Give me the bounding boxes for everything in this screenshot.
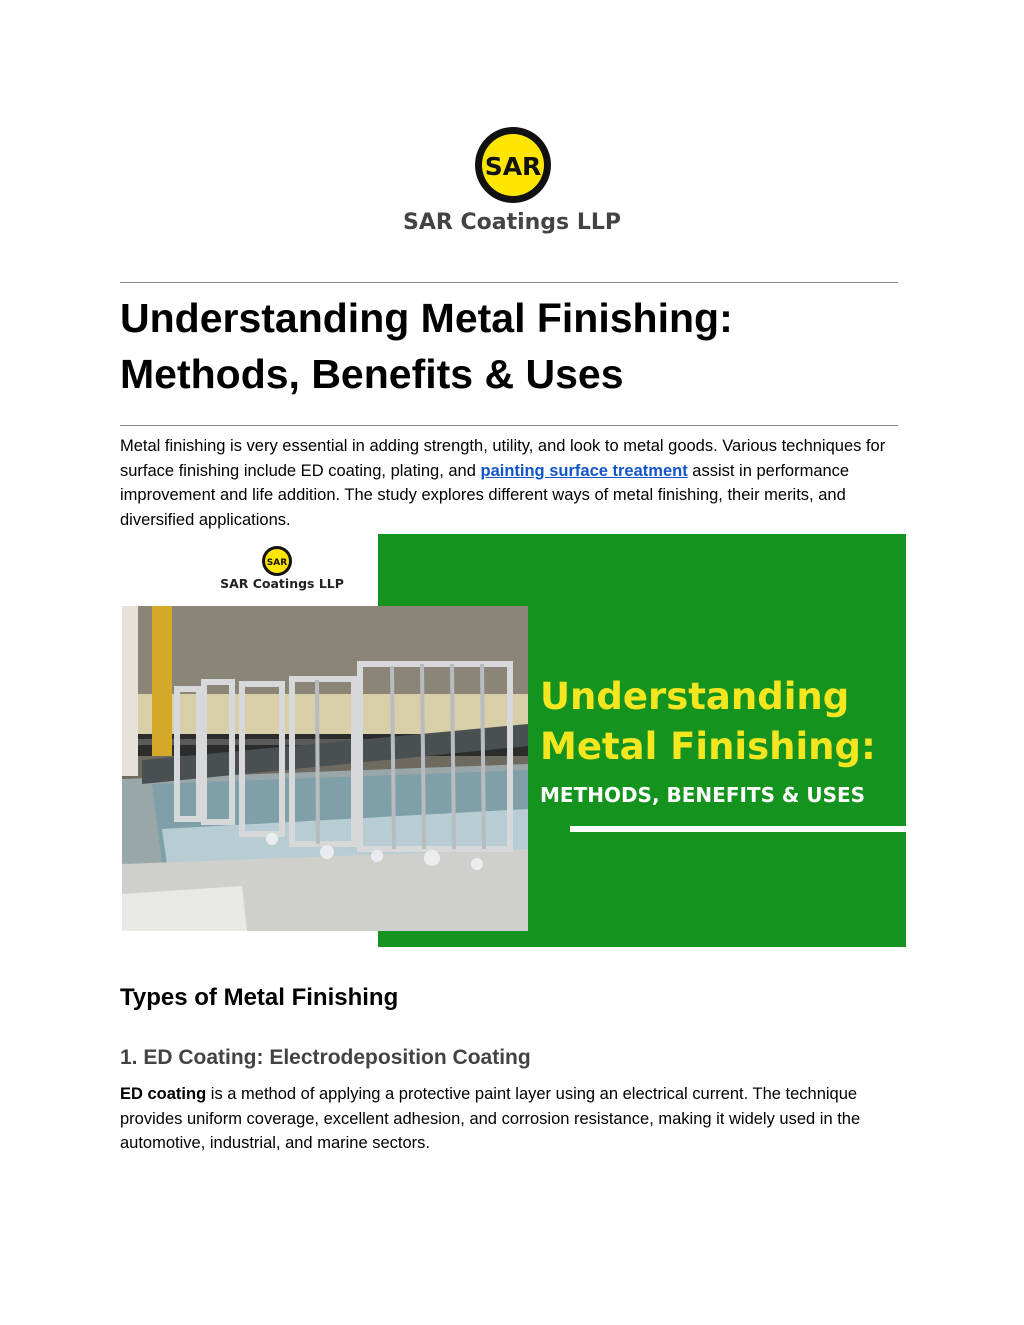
sar-logo [474, 126, 552, 204]
intro-paragraph [120, 434, 910, 532]
logo-text: SAR [484, 152, 542, 181]
ed-coating-paragraph [120, 1082, 910, 1156]
article-banner [122, 534, 906, 947]
banner-brand-name: SAR Coatings LLP [220, 576, 344, 591]
ed-coating-text: is a method of applying a protective paint layer using an electrical current. The technique provides uniform coverage, excellent adhesion, and corrosion resistance, making it widely used in the automotive, industrial, and marine sectors. [120, 1085, 861, 1152]
title-line-1: Understanding Metal Finishing: [120, 295, 733, 341]
intro-text-2: assist in performance improvement and life addition. The study explores different ways of metal finishing, their merits, and diversified applications. [120, 461, 850, 529]
banner-underline [570, 826, 906, 832]
divider-bottom [120, 425, 898, 426]
plating-tank-photo [122, 606, 528, 931]
ed-coating-term: ED coating [120, 1085, 207, 1103]
banner-subline: METHODS, BENEFITS & USES [540, 783, 866, 807]
banner-logo-text: SAR [266, 558, 288, 568]
page-title [120, 290, 910, 402]
subsection-heading: 1. ED Coating: Electrodeposition Coating [120, 1046, 531, 1069]
divider-top [120, 282, 898, 283]
banner-headline-line-1: Understanding [540, 675, 850, 718]
title-line-2: Methods, Benefits & Uses [120, 351, 624, 397]
banner-headline-line-2: Metal Finishing: [540, 725, 876, 768]
section-heading: Types of Metal Finishing [120, 984, 399, 1011]
intro-text-1: Metal finishing is very essential in adding strength, utility, and look to metal goods. Various techniques for surface finishing include ED coating, plating, and [120, 437, 886, 480]
brand-name: SAR Coatings LLP [403, 210, 621, 235]
painting-surface-treatment-link[interactable]: painting surface treatment [480, 461, 688, 480]
